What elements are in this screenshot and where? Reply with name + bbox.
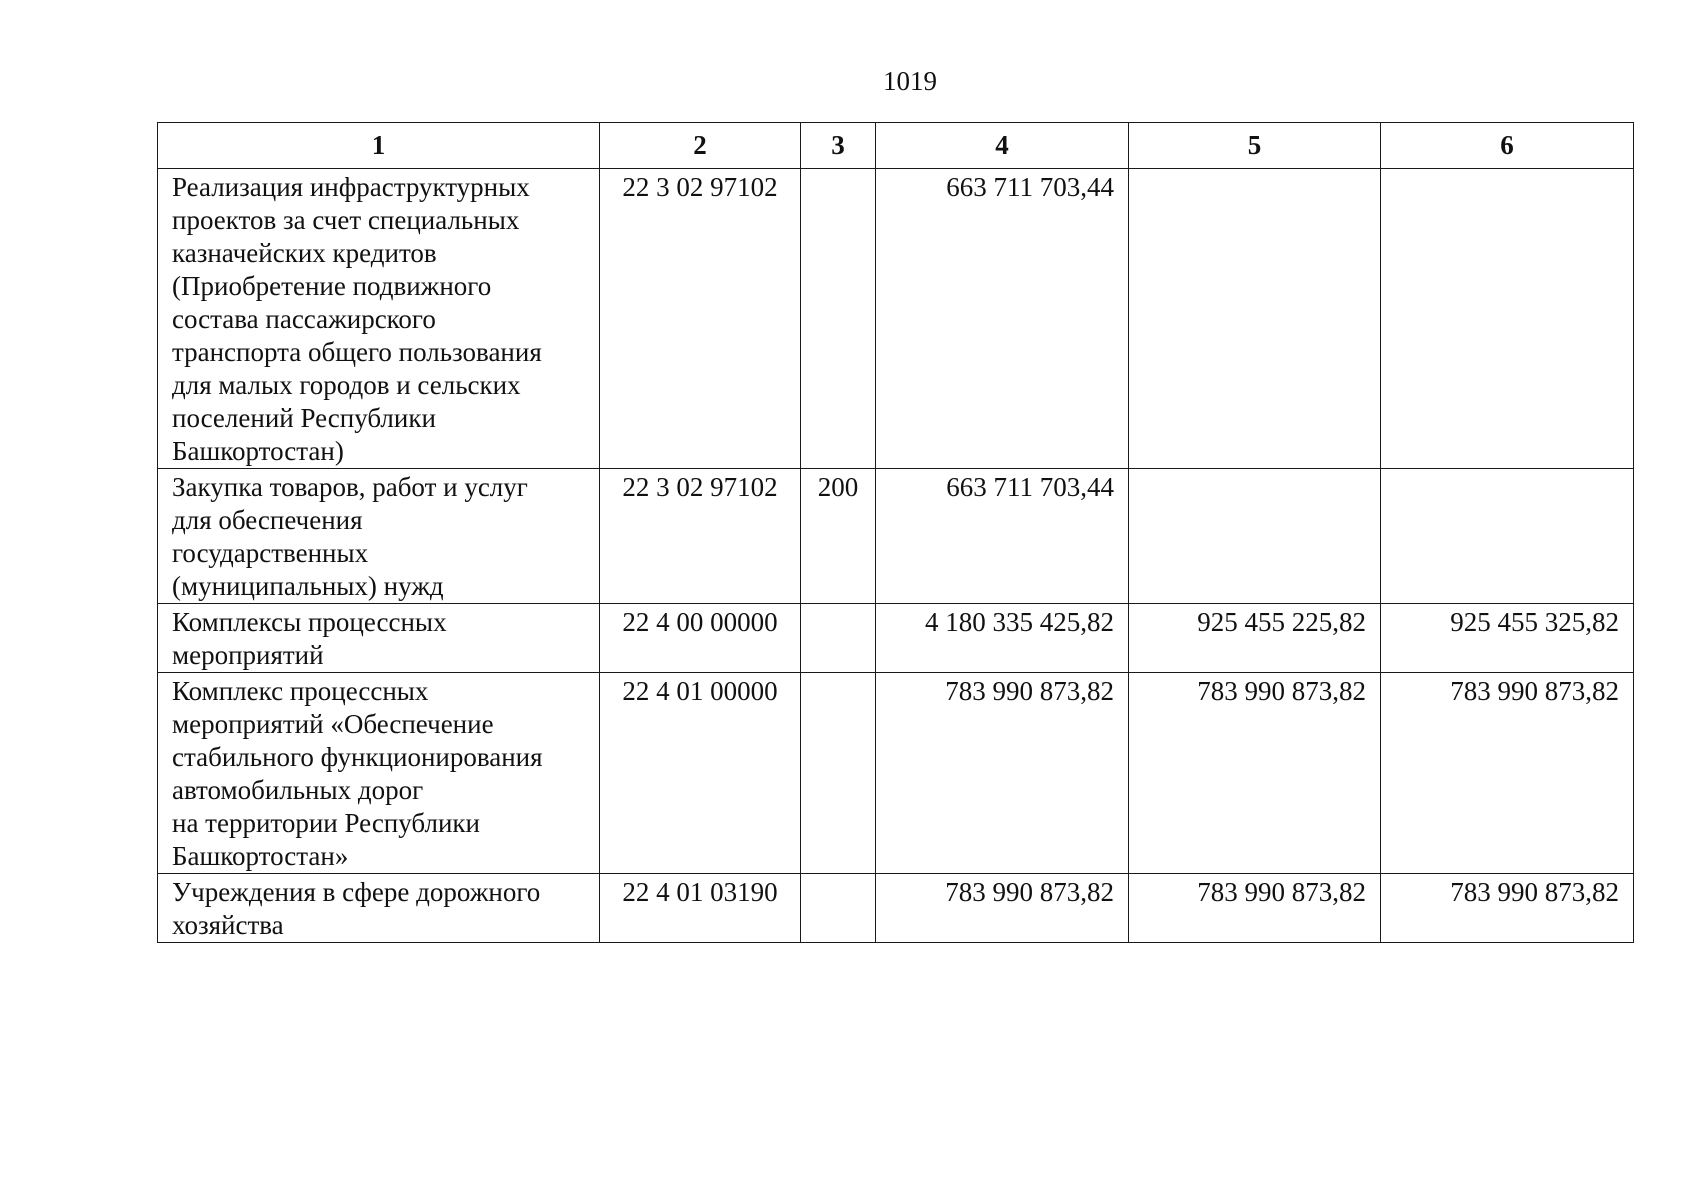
name-line: государственных xyxy=(172,538,369,568)
table-row xyxy=(158,874,1634,943)
amount-col4-cell: 4 180 335 425,82 xyxy=(876,604,1129,673)
name-line: состава пассажирского xyxy=(172,304,436,334)
expense-name-cell xyxy=(158,673,600,874)
amount-col6-cell: 783 990 873,82 xyxy=(1381,673,1634,874)
amount-col4-cell: 783 990 873,82 xyxy=(876,874,1129,943)
expense-type-cell xyxy=(801,874,876,943)
name-line: мероприятий xyxy=(172,640,324,670)
amount-col5-cell: 783 990 873,82 xyxy=(1129,874,1381,943)
amount-col4-cell: 663 711 703,44 xyxy=(876,169,1129,469)
budget-code-cell: 22 4 00 00000 xyxy=(600,604,801,673)
expense-name-cell xyxy=(158,169,600,469)
name-line: транспорта общего пользования xyxy=(172,337,542,367)
name-line: Закупка товаров, работ и услуг xyxy=(172,472,528,502)
name-line: Учреждения в сфере дорожного xyxy=(172,877,541,907)
expense-type-cell xyxy=(801,673,876,874)
column-header-3: 3 xyxy=(801,123,876,169)
expense-type-cell xyxy=(801,169,876,469)
budget-code-cell: 22 3 02 97102 xyxy=(600,469,801,604)
table-row xyxy=(158,469,1634,604)
name-line: Башкортостан» xyxy=(172,841,349,871)
column-header-5: 5 xyxy=(1129,123,1381,169)
amount-col5-cell: 783 990 873,82 xyxy=(1129,673,1381,874)
name-line: хозяйства xyxy=(172,910,284,940)
column-header-1: 1 xyxy=(158,123,600,169)
name-line: Комплексы процессных xyxy=(172,607,447,637)
expense-type-cell: 200 xyxy=(801,469,876,604)
name-line: (муниципальных) нужд xyxy=(172,571,444,601)
column-header-6: 6 xyxy=(1381,123,1634,169)
name-line: казначейских кредитов xyxy=(172,238,437,268)
amount-col6-cell: 925 455 325,82 xyxy=(1381,604,1634,673)
expense-name-cell xyxy=(158,874,600,943)
amount-col5-cell: 925 455 225,82 xyxy=(1129,604,1381,673)
name-line: для малых городов и сельских xyxy=(172,370,521,400)
name-line: Реализация инфраструктурных xyxy=(172,172,530,202)
table-row xyxy=(158,604,1634,673)
budget-code-cell: 22 3 02 97102 xyxy=(600,169,801,469)
amount-col6-cell xyxy=(1381,169,1634,469)
amount-col4-cell: 783 990 873,82 xyxy=(876,673,1129,874)
name-line: поселений Республики xyxy=(172,403,436,433)
name-line: (Приобретение подвижного xyxy=(172,271,492,301)
header-row xyxy=(158,123,1634,169)
table-row xyxy=(158,673,1634,874)
amount-col6-cell: 783 990 873,82 xyxy=(1381,874,1634,943)
column-header-2: 2 xyxy=(600,123,801,169)
name-line: Комплекс процессных xyxy=(172,676,429,706)
amount-col5-cell xyxy=(1129,469,1381,604)
expense-name-cell xyxy=(158,469,600,604)
column-header-4: 4 xyxy=(876,123,1129,169)
name-line: для обеспечения xyxy=(172,505,363,535)
page-number: 1019 xyxy=(883,66,937,96)
amount-col5-cell xyxy=(1129,169,1381,469)
expense-name-cell xyxy=(158,604,600,673)
amount-col6-cell xyxy=(1381,469,1634,604)
expense-type-cell xyxy=(801,604,876,673)
name-line: мероприятий «Обеспечение xyxy=(172,709,494,739)
amount-col4-cell: 663 711 703,44 xyxy=(876,469,1129,604)
name-line: на территории Республики xyxy=(172,808,480,838)
budget-code-cell: 22 4 01 03190 xyxy=(600,874,801,943)
name-line: Башкортостан) xyxy=(172,436,344,466)
name-line: проектов за счет специальных xyxy=(172,205,520,235)
table-row xyxy=(158,169,1634,469)
budget-table xyxy=(157,122,1634,943)
budget-code-cell: 22 4 01 00000 xyxy=(600,673,801,874)
name-line: стабильного функционирования xyxy=(172,742,543,772)
name-line: автомобильных дорог xyxy=(172,775,424,805)
